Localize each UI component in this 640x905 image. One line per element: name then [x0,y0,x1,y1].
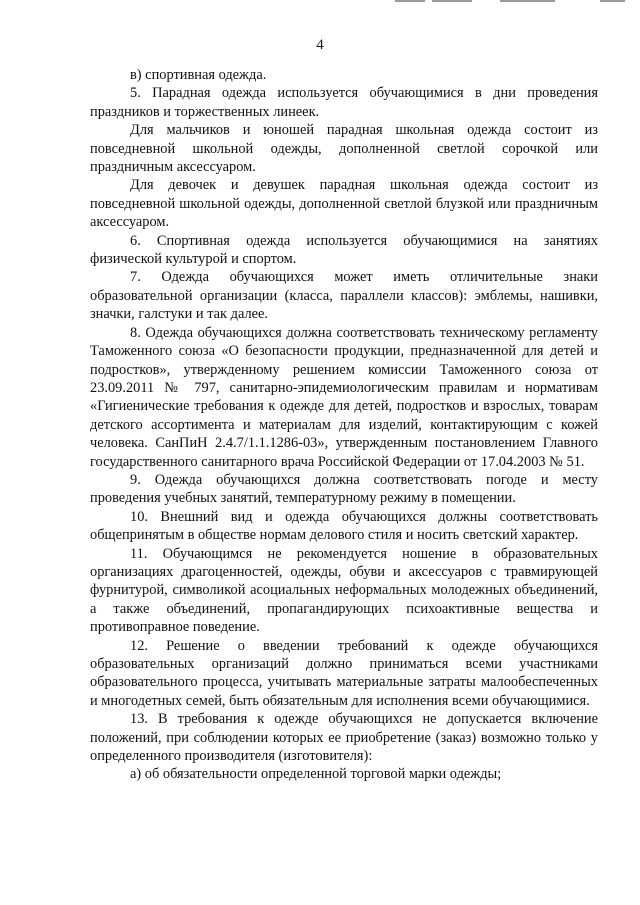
document-body [90,66,598,784]
paragraph-9: 9. Одежда обучающихся должна соответствовать погоде и месту проведения учебных занятий, температурному режиму в помещении. [90,471,598,507]
paragraph-3v: в) спортивная одежда. [130,67,267,83]
paragraph-5: 5. Парадная одежда используется обучающимися в дни проведения праздников и торжественных линеек. [90,85,598,120]
paragraph-boys: Для мальчиков и юношей парадная школьная одежда состоит из повседневной школьной одежды, дополненной светлой сорочкой или праздничным аксессуаром. [90,122,598,176]
scan-edge-marks [0,0,640,6]
paragraph-6: 6. Спортивная одежда используется обучающимися на занятиях физической культурой и спортом. [90,232,598,268]
paragraph-13: 13. В требования к одежде обучающихся не допускается включение положений, при соблюдении которых ее приобретение (заказ) возможно только у определенного производителя (изготовителя): [90,711,598,765]
paragraph-7: 7. Одежда обучающихся может иметь отличительные знаки образовательной организации (класса, параллели классов): эмблемы, нашивки, значки, галстуки и так далее. [90,269,598,323]
paragraph-13a: а) об обязательности определенной торговой марки одежды; [130,766,502,783]
paragraph-12: 12. Решение о введении требований к одежде обучающихся образовательных организаций должно приниматься всеми участниками образовательного процесса, учитывать материальные затраты малообеспеченных и многодетных семей, быть обязательным для исполнения всеми обучающимися. [90,637,598,709]
paragraph-8: 8. Одежда обучающихся должна соответствовать техническому регламенту Таможенного союза «О безопасности продукции, предназначенной для детей и подростков», утвержденному решением комиссии Таможенного союза от 23.09.2011 № 797, санитарно-эпидемиологическим правилам и нормативам «Гигиенические требования к одежде для детей, подростков и взрослых, товарам детского ассортимента и материалам для изделий, контактирующим с кожей человека. СанПиН 2.4.7/1.1.1286-03», утвержденным постановлением Главного государственного санитарного врача Российской Федерации от 17.04.2003 № 51. [90,324,598,470]
scan-mark [600,0,625,2]
paragraph-10: 10. Внешний вид и одежда обучающихся должны соответствовать общепринятым в обществе нормам делового стиля и носить светский характер. [90,508,598,544]
scan-mark [395,0,425,2]
scan-mark [500,0,555,2]
page-number: 4 [316,37,324,53]
scan-mark [432,0,472,2]
paragraph-11: 11. Обучающимся не рекомендуется ношение в образовательных организациях драгоценностей, одежды, обуви и аксессуаров с травмирующей фурнитурой, символикой асоциальных неформальных молодежных объединений, а также объединений, пропагандирующих психоактивные вещества и противоправное поведение. [90,545,598,636]
paragraph-girls: Для девочек и девушек парадная школьная одежда состоит из повседневной школьной одежды, дополненной светлой блузкой или праздничным аксессуаром. [90,177,598,231]
